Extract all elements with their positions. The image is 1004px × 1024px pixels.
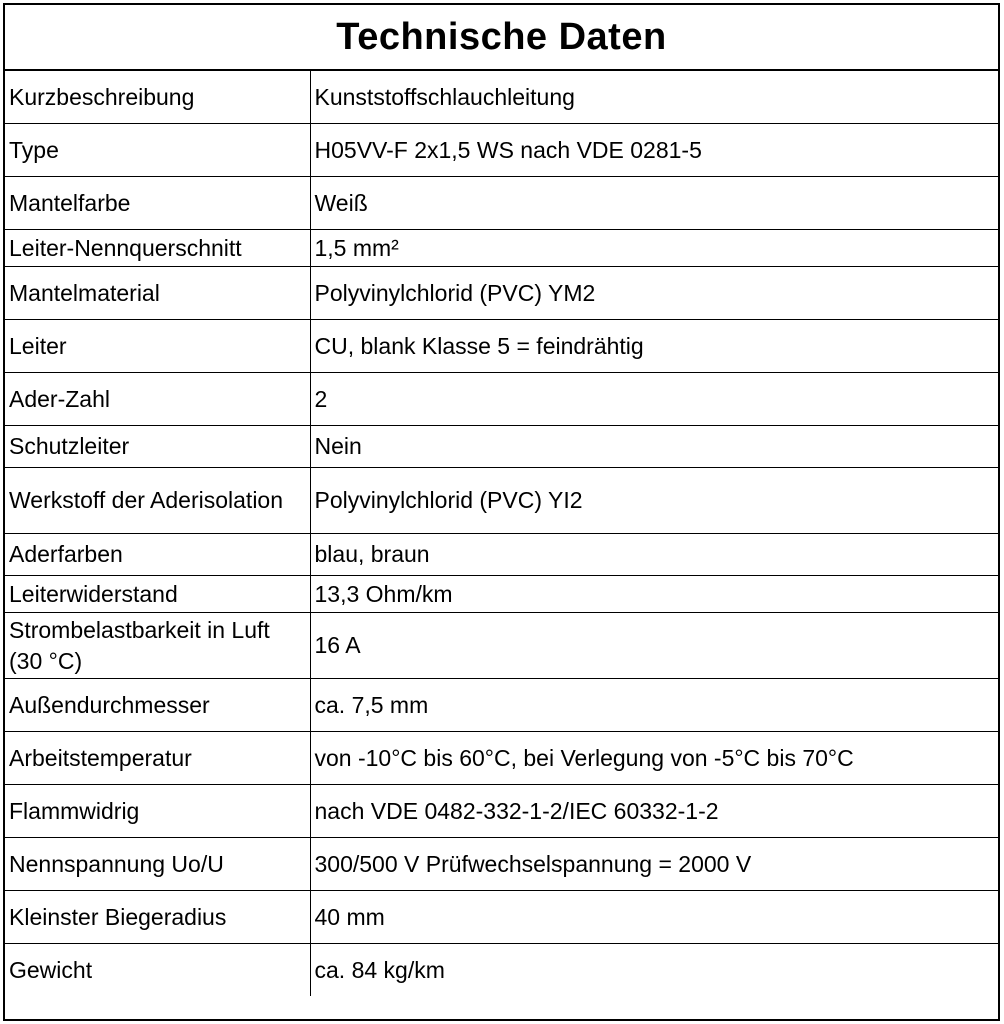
row-value: ca. 7,5 mm bbox=[310, 679, 998, 732]
row-label: Leiter-Nennquerschnitt bbox=[5, 230, 310, 267]
table-row bbox=[5, 267, 998, 320]
row-value: CU, blank Klasse 5 = feindrähtig bbox=[310, 320, 998, 373]
row-label: Gewicht bbox=[5, 944, 310, 997]
row-value: H05VV-F 2x1,5 WS nach VDE 0281-5 bbox=[310, 124, 998, 177]
table-row bbox=[5, 891, 998, 944]
spec-sheet bbox=[3, 3, 1000, 1021]
row-label: Kurzbeschreibung bbox=[5, 71, 310, 124]
row-label: Flammwidrig bbox=[5, 785, 310, 838]
row-label: Nennspannung Uo/U bbox=[5, 838, 310, 891]
table-row bbox=[5, 320, 998, 373]
table-row bbox=[5, 534, 998, 576]
row-label: Leiterwiderstand bbox=[5, 576, 310, 613]
table-row bbox=[5, 71, 998, 124]
spec-table bbox=[5, 71, 998, 996]
table-row bbox=[5, 426, 998, 468]
row-label: Werkstoff der Aderisolation bbox=[5, 468, 310, 534]
table-row bbox=[5, 613, 998, 679]
row-label: Type bbox=[5, 124, 310, 177]
table-row bbox=[5, 732, 998, 785]
row-label: Außendurchmesser bbox=[5, 679, 310, 732]
table-row bbox=[5, 373, 998, 426]
row-value: 40 mm bbox=[310, 891, 998, 944]
row-value: nach VDE 0482-332-1-2/IEC 60332-1-2 bbox=[310, 785, 998, 838]
row-value: Polyvinylchlorid (PVC) YM2 bbox=[310, 267, 998, 320]
row-label: Arbeitstemperatur bbox=[5, 732, 310, 785]
table-row bbox=[5, 230, 998, 267]
table-row bbox=[5, 124, 998, 177]
page-title: Technische Daten bbox=[5, 5, 998, 71]
row-label: Mantelmaterial bbox=[5, 267, 310, 320]
table-row bbox=[5, 177, 998, 230]
table-row bbox=[5, 576, 998, 613]
row-label: Aderfarben bbox=[5, 534, 310, 576]
row-label: Mantelfarbe bbox=[5, 177, 310, 230]
table-row bbox=[5, 468, 998, 534]
table-row bbox=[5, 944, 998, 997]
row-value: 16 A bbox=[310, 613, 998, 679]
row-value: ca. 84 kg/km bbox=[310, 944, 998, 997]
row-label: Leiter bbox=[5, 320, 310, 373]
row-label: Kleinster Biegeradius bbox=[5, 891, 310, 944]
row-value: Weiß bbox=[310, 177, 998, 230]
row-label: Strombelastbarkeit in Luft (30 °C) bbox=[5, 613, 310, 679]
row-value: 1,5 mm² bbox=[310, 230, 998, 267]
table-row bbox=[5, 679, 998, 732]
row-value: 300/500 V Prüfwechselspannung = 2000 V bbox=[310, 838, 998, 891]
row-value: 2 bbox=[310, 373, 998, 426]
row-value: Polyvinylchlorid (PVC) YI2 bbox=[310, 468, 998, 534]
table-row bbox=[5, 785, 998, 838]
row-value: blau, braun bbox=[310, 534, 998, 576]
row-value: 13,3 Ohm/km bbox=[310, 576, 998, 613]
row-value: Kunststoffschlauchleitung bbox=[310, 71, 998, 124]
row-value: Nein bbox=[310, 426, 998, 468]
row-value: von -10°C bis 60°C, bei Verlegung von -5°C bis 70°C bbox=[310, 732, 998, 785]
row-label: Ader-Zahl bbox=[5, 373, 310, 426]
row-label: Schutzleiter bbox=[5, 426, 310, 468]
table-row bbox=[5, 838, 998, 891]
